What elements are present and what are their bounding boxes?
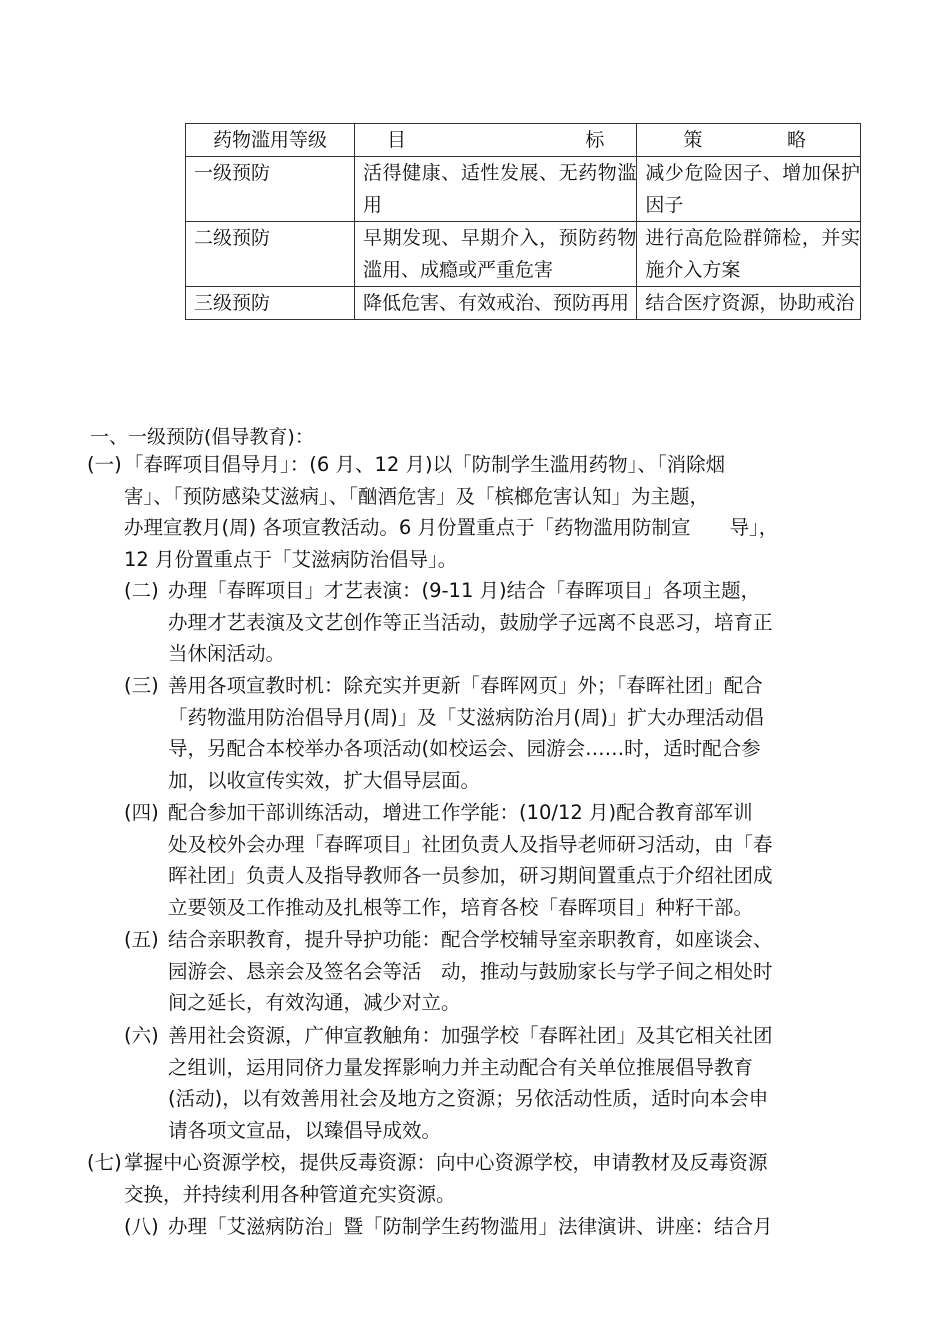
item-line: 掌握中心资源学校，提供反毒资源：向中心资源学校，申请教材及反毒资源: [124, 1151, 768, 1174]
table-row: [186, 222, 861, 287]
list-item: [124, 670, 860, 796]
table-header-row: [186, 124, 861, 157]
item-line: 办理才艺表演及文艺创作等正当活动，鼓励学子远离不良恶习，培育正: [168, 610, 773, 634]
item-number: (六): [124, 1024, 159, 1047]
item-line: 园游会、恳亲会及签名会等活 动，推动与鼓励家长与学子间之相处时: [168, 959, 773, 983]
item-line: 交换，并持续利用各种管道充实资源。: [124, 1182, 456, 1206]
item-line: 当休闲活动。: [168, 642, 286, 665]
cell-goal: 活得健康、适性发展、无药物滥用: [355, 157, 637, 222]
item-number: (五): [124, 928, 159, 951]
list-item: [124, 797, 860, 923]
item-line: 间之延长，有效沟通，减少对立。: [168, 991, 461, 1014]
item-line: (活动)，以有效善用社会及地方之资源；另依活动性质，适时向本会申: [168, 1087, 769, 1110]
list-item: [124, 1211, 860, 1243]
list-item: [124, 575, 860, 670]
header-level: 药物滥用等级: [186, 124, 355, 157]
item-line: 加，以收宣传实效，扩大倡导层面。: [168, 768, 481, 792]
item-line: 办理宣教月(周) 各项宣教活动。6 月份置重点于「药物滥用防制宣 导」，: [124, 516, 779, 539]
item-line: 12 月份置重点于「艾滋病防治倡导」。: [124, 547, 458, 571]
prevention-levels-table: [185, 123, 861, 320]
section-heading: 一、一级预防(倡导教育)：: [90, 426, 314, 448]
list-item: [124, 924, 860, 1019]
item-line: 善用社会资源，广伸宣教触角：加强学校「春晖社团」及其它相关社团: [168, 1024, 773, 1047]
item-number: (二): [124, 579, 159, 602]
cell-strategy: 结合医疗资源，协助戒治: [637, 287, 861, 320]
item-line: 结合亲职教育，提升导护功能：配合学校辅导室亲职教育，如座谈会、: [168, 928, 773, 951]
cell-level: 一级预防: [186, 157, 355, 222]
item-number: (四): [124, 801, 159, 824]
list-item: [87, 1147, 860, 1210]
item-line: 请各项文宣品，以臻倡导成效。: [168, 1118, 442, 1142]
item-number: (一): [87, 453, 122, 476]
cell-level: 三级预防: [186, 287, 355, 320]
item-line: 处及校外会办理「春晖项目」社团负责人及指导老师研习活动，由「春: [168, 832, 773, 856]
item-line: 害」、「预防感染艾滋病」、「酗酒危害」及「槟榔危害认知」为主题，: [124, 484, 710, 508]
item-line: 「药物滥用防治倡导月(周)」及「艾滋病防治月(周)」扩大办理活动倡: [168, 705, 764, 729]
item-line: 立要领及工作推动及扎根等工作，培育各校「春晖项目」种籽干部。: [168, 895, 754, 919]
item-line: 善用各项宣教时机：除充实并更新「春晖网页」外；「春晖社团」配合: [168, 674, 763, 697]
item-number: (七): [87, 1151, 122, 1174]
cell-strategy: 进行高危险群筛检，并实施介入方案: [637, 222, 861, 287]
item-line: 晖社团」负责人及指导教师各一员参加，研习期间置重点于介绍社团成: [168, 864, 773, 887]
item-number: (八): [124, 1215, 159, 1238]
list-item: [124, 1020, 860, 1146]
header-goal: 目 标: [355, 124, 637, 157]
item-number: (三): [124, 674, 159, 697]
item-line: 「春晖项目倡导月」：(6 月、12 月)以「防制学生滥用药物」、「消除烟: [124, 453, 726, 476]
table-row: [186, 287, 861, 320]
cell-goal: 早期发现、早期介入，预防药物滥用、成瘾或严重危害: [355, 222, 637, 287]
cell-level: 二级预防: [186, 222, 355, 287]
item-line: 配合参加干部训练活动，增进工作学能：(10/12 月)配合教育部军训: [168, 801, 753, 824]
table-row: [186, 157, 861, 222]
item-line: 之组训，运用同侪力量发挥影响力并主动配合有关单位推展倡导教育: [168, 1055, 754, 1079]
item-line: 办理「艾滋病防治」暨「防制学生药物滥用」法律演讲、讲座：结合月: [168, 1215, 773, 1238]
cell-goal: 降低危害、有效戒治、预防再用: [355, 287, 637, 320]
list-item: [87, 449, 860, 575]
header-strategy: 策 略: [637, 124, 861, 157]
item-line: 导，另配合本校举办各项活动(如校运会、园游会……时，适时配合参: [168, 737, 761, 760]
cell-strategy: 减少危险因子、增加保护因子: [637, 157, 861, 222]
item-line: 办理「春晖项目」才艺表演：(9-11 月)结合「春晖项目」各项主题，: [168, 579, 761, 602]
